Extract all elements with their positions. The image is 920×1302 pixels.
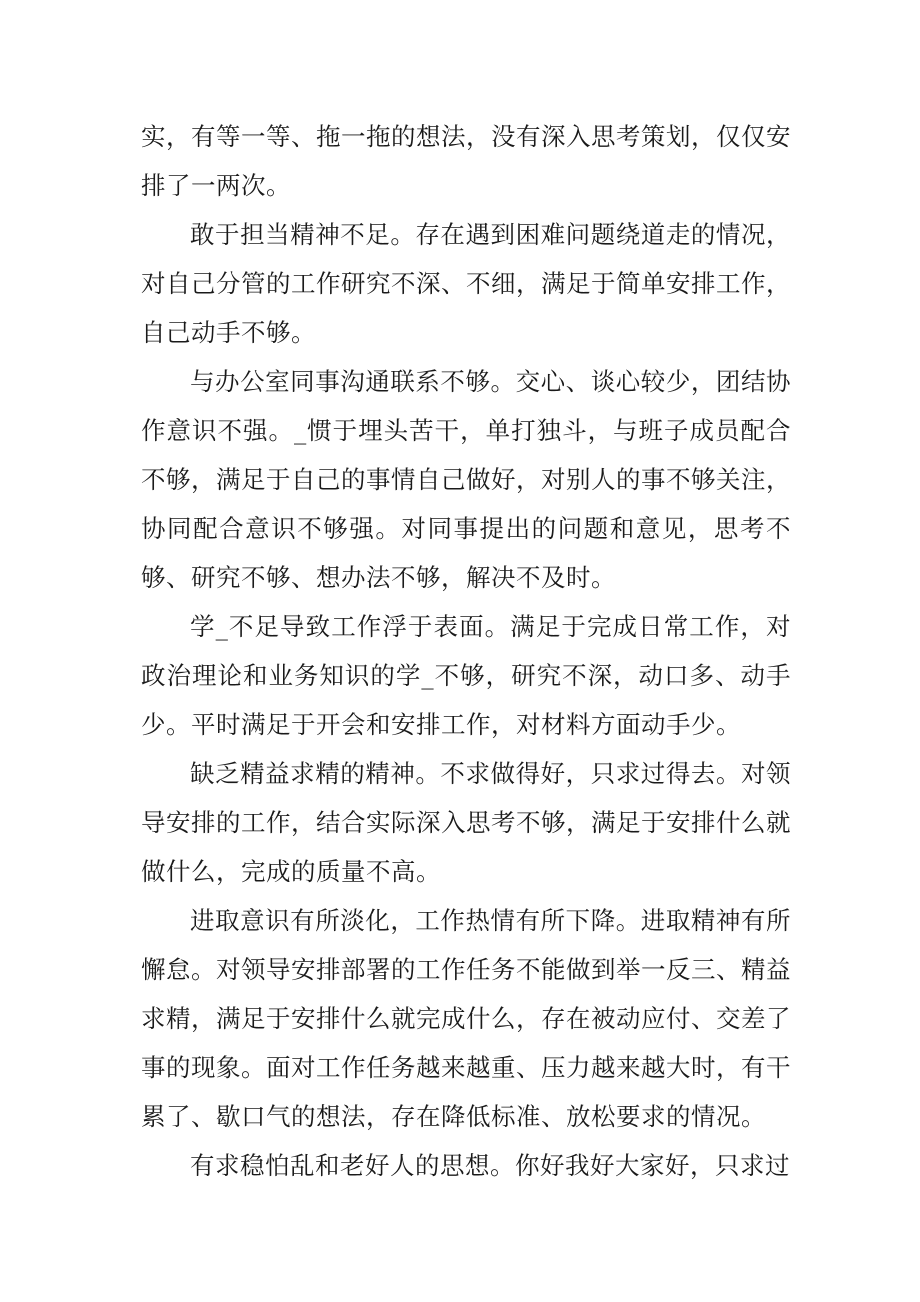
paragraph-3: 与办公室同事沟通联系不够。交心、谈心较少，团结协作意识不强。_惯于埋头苦干，单打独斗，与班子成员配合不够，满足于自己的事情自己做好，对别人的事不够关注，协同配合意识不够强。对同事提出的问题和意见，思考不够、研究不够、想办法不够，解决不及时。 [141, 367, 791, 592]
paragraph-1: 实，有等一等、拖一拖的想法，没有深入思考策划，仅仅安排了一两次。 [141, 122, 791, 200]
document-body [141, 112, 791, 1190]
paragraph-7: 有求稳怕乱和老好人的思想。你好我好大家好，只求过 [190, 1151, 790, 1180]
paragraph-5: 缺乏精益求精的精神。不求做得好，只求过得去。对领导安排的工作，结合实际深入思考不够，满足于安排什么就做什么，完成的质量不高。 [141, 759, 791, 886]
paragraph-6: 进取意识有所淡化，工作热情有所下降。进取精神有所懈怠。对领导安排部署的工作任务不能做到举一反三、精益求精，满足于安排什么就完成什么，存在被动应付、交差了事的现象。面对工作任务越来越重、压力越来越大时，有干累了、歇口气的想法，存在降低标准、放松要求的情况。 [141, 906, 791, 1131]
paragraph-2: 敢于担当精神不足。存在遇到困难问题绕道走的情况，对自己分管的工作研究不深、不细，满足于简单安排工作，自己动手不够。 [141, 220, 791, 347]
paragraph-4: 学_不足导致工作浮于表面。满足于完成日常工作，对政治理论和业务知识的学_不够，研究不深，动口多、动手少。平时满足于开会和安排工作，对材料方面动手少。 [141, 612, 791, 739]
